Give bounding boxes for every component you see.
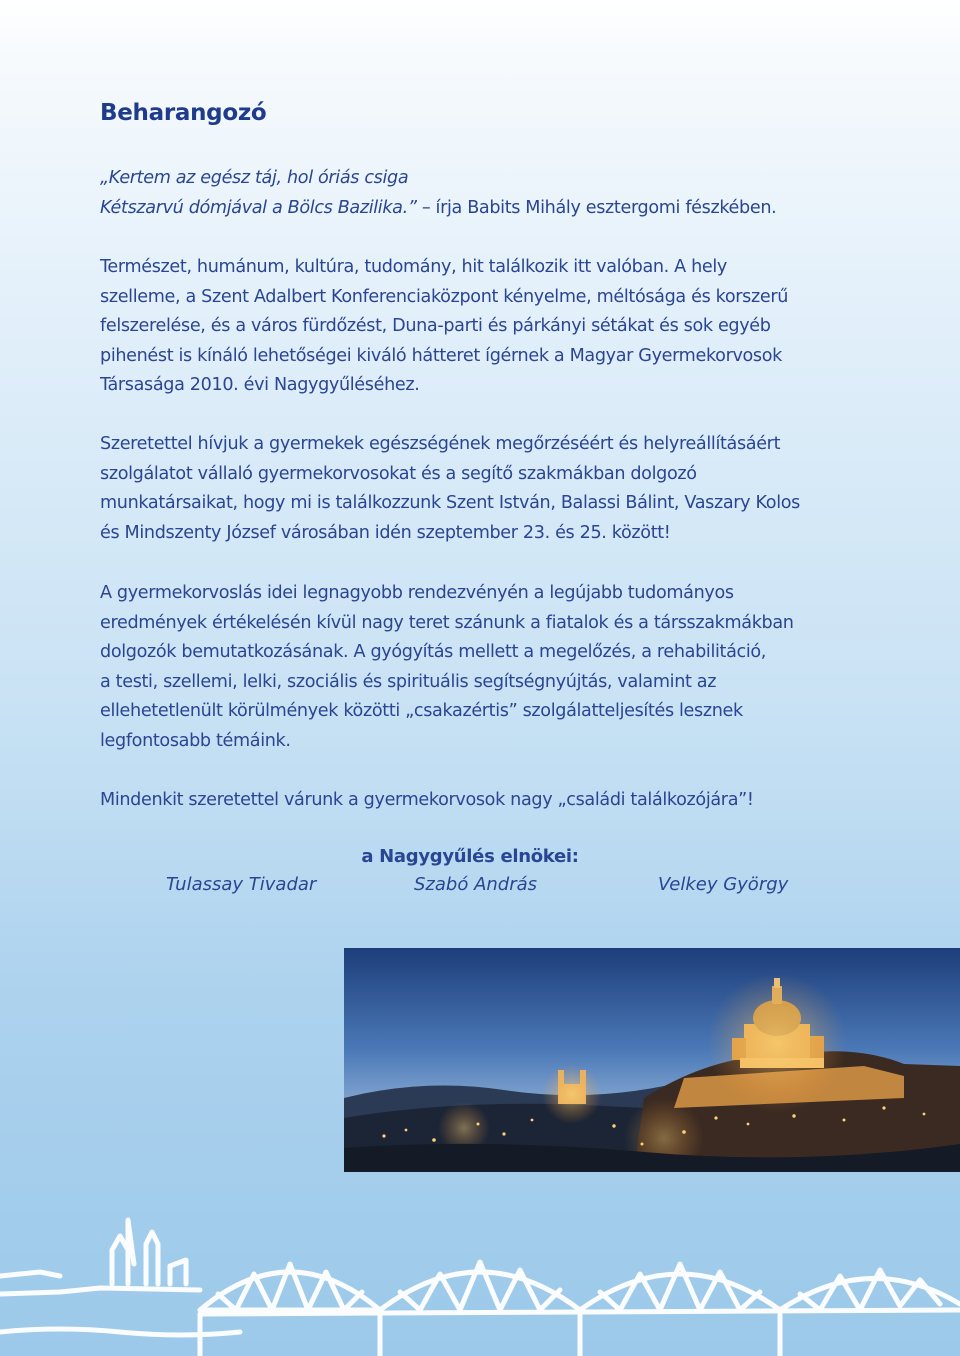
paragraph-line: legfontosabb témáink.: [100, 730, 291, 751]
paragraph-3: [100, 579, 860, 757]
paragraph-line: ellehetetlenült körülmények közötti „csakazértis” szolgálatteljesítés lesznek: [100, 701, 743, 722]
quote-line-1: „Kertem az egész táj, hol óriás csiga: [100, 168, 409, 188]
paragraph-line: a testi, szellemi, lelki, szociális és spirituális segítségnyújtás, valamint az: [100, 671, 717, 692]
paragraph-2: [100, 430, 860, 548]
paragraph-line: Társasága 2010. évi Nagygyűléséhez.: [100, 375, 420, 396]
president-name: Velkey György: [658, 874, 789, 895]
paragraph-4: [100, 786, 860, 816]
paragraph-line: és Mindszenty József városában idén szeptember 23. és 25. között!: [100, 522, 671, 543]
paragraph-1: [100, 253, 860, 401]
president-name: Szabó András: [414, 874, 538, 895]
paragraph-line: dolgozók bemutatkozásának. A gyógyítás mellett a megelőzés, a rehabilitáció,: [100, 642, 767, 663]
quote-line-2: [100, 194, 860, 224]
babits-quote: [100, 164, 860, 223]
president-name: Tulassay Tivadar: [166, 874, 317, 895]
presidents-title: a Nagygyűlés elnökei:: [361, 846, 579, 867]
paragraph-line: szelleme, a Szent Adalbert Konferenciaközpont kényelme, méltósága és korszerű: [100, 286, 789, 307]
esztergom-night-photo: [344, 948, 960, 1172]
paragraph-line: munkatársaikat, hogy mi is találkozzunk Szent István, Balassi Bálint, Vaszary Kolos: [100, 493, 800, 514]
paragraph-line: pihenést is kínáló lehetőségei kiváló hátteret ígérnek a Magyar Gyermekorvosok: [100, 345, 782, 366]
paragraph-line: eredmények értékelésén kívül nagy teret szánunk a fiatalok és a társszakmákban: [100, 612, 794, 633]
paragraph-line: felszerelése, és a város fürdőzést, Duna-parti és párkányi sétákat és sok egyéb: [100, 316, 771, 337]
presidents-names: [100, 874, 860, 906]
page-title: Beharangozó: [100, 100, 267, 126]
paragraph-line: Mindenkit szeretettel várunk a gyermekorvosok nagy „családi találkozójára”!: [100, 790, 754, 810]
paragraph-line: A gyermekorvoslás idei legnagyobb rendezvényén a legújabb tudományos: [100, 583, 734, 603]
quote-attribution: – írja Babits Mihály esztergomi fészkében.: [416, 197, 777, 218]
quote-line-2-italic: Kétszarvú dómjával a Bölcs Bazilika.”: [100, 197, 417, 218]
skyline-bridge-silhouette: [0, 1214, 960, 1356]
paragraph-line: Szeretettel hívjuk a gyermekek egészségének megőrzéséért és helyreállításáért: [100, 434, 781, 454]
paragraph-line: szolgálatot vállaló gyermekorvosokat és a segítő szakmákban dolgozó: [100, 463, 697, 484]
paragraph-line: Természet, humánum, kultúra, tudomány, hit találkozik itt valóban. A hely: [100, 257, 727, 277]
